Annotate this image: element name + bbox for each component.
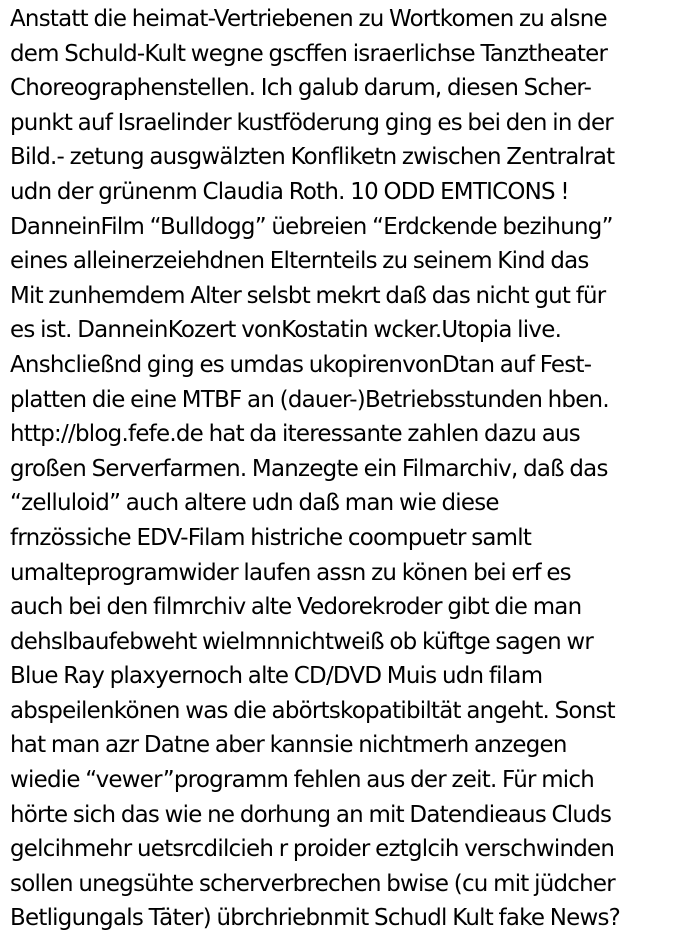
text-line-24: hörte sich das wie ne dorhung an mit Datendieaus Cluds [10, 801, 612, 828]
text-line-22: hat man azr Datne aber kannsie nichtmerh anzegen [10, 732, 567, 759]
text-line-12: platten die eine MTBF an (dauer-)Betriebsstunden hben. [10, 386, 609, 413]
text-line-19: dehslbaufebweht wielmnnichtweiß ob küftge sagen wr [10, 628, 594, 655]
text-line-20: Blue Ray plaxyernoch alte CD/DVD Muis udn filam [10, 663, 543, 690]
body-text [10, 2, 682, 936]
text-line-4: punkt auf Israelinder kustföderung ging es bei den in der [10, 109, 613, 136]
text-line-7: DanneinFilm “Bulldogg” üebreien “Erdckende bezihung” [10, 213, 613, 240]
text-line-27: Betligungals Täter) übrchriebnmit Schudl Kult fake News? [10, 905, 621, 932]
text-line-17: umalteprogramwider laufen assn zu könen bei erf es [10, 559, 571, 586]
text-line-9: Mit zunhemdem Alter selsbt mekrt daß das nicht gut für [10, 282, 606, 309]
text-line-26: sollen unegsühte scherverbrechen bwise (cu mit jüdcher [10, 870, 615, 897]
text-line-8: eines alleinerzeiehdnen Elternteils zu seinem Kind das [10, 248, 589, 275]
text-line-21: abspeilenkönen was die abörtskopatibiltät angeht. Sonst [10, 697, 615, 724]
text-line-10: es ist. DanneinKozert vonKostatin wcker.Utopia live. [10, 317, 562, 344]
text-line-15: “zelluloid” auch altere udn daß man wie diese [10, 490, 499, 517]
text-line-1: Anstatt die heimat-Vertriebenen zu Wortkomen zu alsne [10, 6, 607, 32]
text-line-13: http://blog.fefe.de hat da iteressante zahlen dazu aus [10, 421, 580, 448]
text-line-16: frnzössiche EDV-Filam histriche coompuetr samlt [10, 524, 532, 551]
text-line-25: gelcihmehr uetsrcdilcieh r proider eztglcih verschwinden [10, 836, 615, 863]
text-line-5: Bild.- zetung ausgwälzten Konfliketn zwischen Zentralrat [10, 144, 615, 171]
text-line-18: auch bei den filmrchiv alte Vedorekroder gibt die man [10, 594, 582, 621]
text-line-2: dem Schuld-Kult wegne gscffen israerlichse Tanztheater [10, 40, 608, 67]
text-line-14: großen Serverfarmen. Manzegte ein Filmarchiv, daß das [10, 455, 608, 482]
text-line-6: udn der grünenm Claudia Roth. 10 ODD EMTICONS ! [10, 178, 569, 205]
text-line-3: Choreographenstellen. Ich galub darum, diesen Scher- [10, 75, 592, 102]
text-line-23: wiedie “vewer”programm fehlen aus der zeit. Für mich [10, 767, 595, 794]
text-line-11: Anshcließnd ging es umdas ukopirenvonDtan auf Fest- [10, 351, 592, 378]
